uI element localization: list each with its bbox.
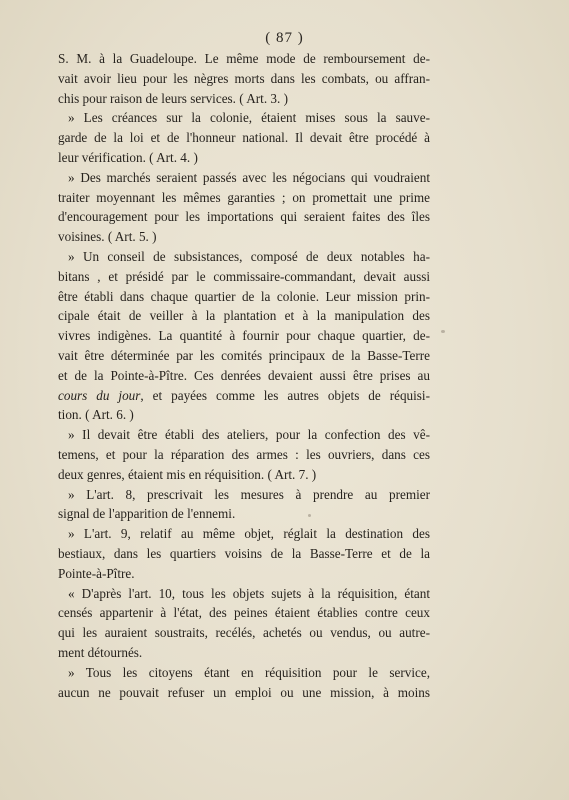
text-line: vait avoir lieu pour les nègres morts dans les combats, ou affran- bbox=[58, 70, 430, 86]
text-line: » Il devait être établi des ateliers, pour la confection des vê- bbox=[68, 427, 430, 443]
text-line: tion. ( Art. 6. ) bbox=[58, 407, 134, 423]
text-line: bestiaux, dans les quartiers voisins de la Basse-Terre et de la bbox=[58, 545, 430, 561]
text-line: bitans , et présidé par le commissaire-commandant, devait aussi bbox=[58, 268, 430, 284]
text-segment: , et payées comme les autres objets de réquisi- bbox=[140, 387, 430, 403]
text-line: vait être déterminée par les comités principaux de la Basse-Terre bbox=[58, 347, 430, 363]
text-line: qui les auraient soustraits, recélés, achetés ou vendus, ou autre- bbox=[58, 625, 430, 641]
body-text bbox=[58, 49, 430, 702]
text-line: censés appartenir à l'état, des peines étaient établies contre ceux bbox=[58, 605, 430, 621]
text-line: Pointe-à-Pître. bbox=[58, 565, 135, 581]
text-line: temens, et pour la réparation des armes : les ouvriers, dans ces bbox=[58, 446, 430, 462]
text-line: être établi dans chaque quartier de la colonie. Leur mission prin- bbox=[58, 288, 430, 304]
text-line: » Tous les citoyens étant en réquisition pour le service, bbox=[68, 664, 430, 680]
text-line bbox=[58, 386, 430, 406]
text-line: » Des marchés seraient passés avec les négocians qui voudraient bbox=[68, 169, 430, 185]
text-line: aucun ne pouvait refuser un emploi ou une mission, à moins bbox=[58, 684, 430, 700]
text-line: » L'art. 9, relatif au même objet, réglait la destination des bbox=[68, 526, 430, 542]
text-line: et de la Pointe-à-Pître. Ces denrées devaient aussi être prises au bbox=[58, 367, 430, 383]
text-line: vivres indigènes. La quantité à fournir pour chaque quartier, de- bbox=[58, 328, 430, 344]
text-line: deux genres, étaient mis en réquisition. ( Art. 7. ) bbox=[58, 466, 317, 482]
text-line: cipale était de veiller à la plantation et à la manipulation des bbox=[58, 308, 430, 324]
text-line: » Un conseil de subsistances, composé de deux notables ha- bbox=[68, 248, 430, 264]
page-number: ( 87 ) bbox=[265, 30, 304, 46]
text-line: garde de la loi et de l'honneur national. Il devait être procédé à bbox=[58, 130, 430, 146]
text-line: » Les créances sur la colonie, étaient mises sous la sauve- bbox=[68, 110, 430, 126]
text-line: » L'art. 8, prescrivait les mesures à prendre au premier bbox=[68, 486, 430, 502]
text-line: ment détournés. bbox=[58, 644, 143, 660]
ink-speck bbox=[308, 514, 311, 517]
text-line: voisines. ( Art. 5. ) bbox=[58, 229, 157, 245]
text-line: traiter moyennant les mêmes garanties ; on promettait une prime bbox=[58, 189, 430, 205]
text-line: leur vérification. ( Art. 4. ) bbox=[58, 149, 198, 165]
text-line: chis pour raison de leurs services. ( Art. 3. ) bbox=[58, 90, 288, 106]
italic-phrase: cours du jour bbox=[58, 387, 141, 403]
ink-speck bbox=[441, 330, 445, 333]
text-line: d'encouragement pour les importations qui seraient faites des îles bbox=[58, 209, 430, 225]
text-line: signal de l'apparition de l'ennemi. bbox=[58, 506, 236, 522]
text-line: S. M. à la Guadeloupe. Le même mode de remboursement de- bbox=[58, 51, 430, 66]
text-line: « D'après l'art. 10, tous les objets sujets à la réquisition, étant bbox=[68, 585, 430, 601]
